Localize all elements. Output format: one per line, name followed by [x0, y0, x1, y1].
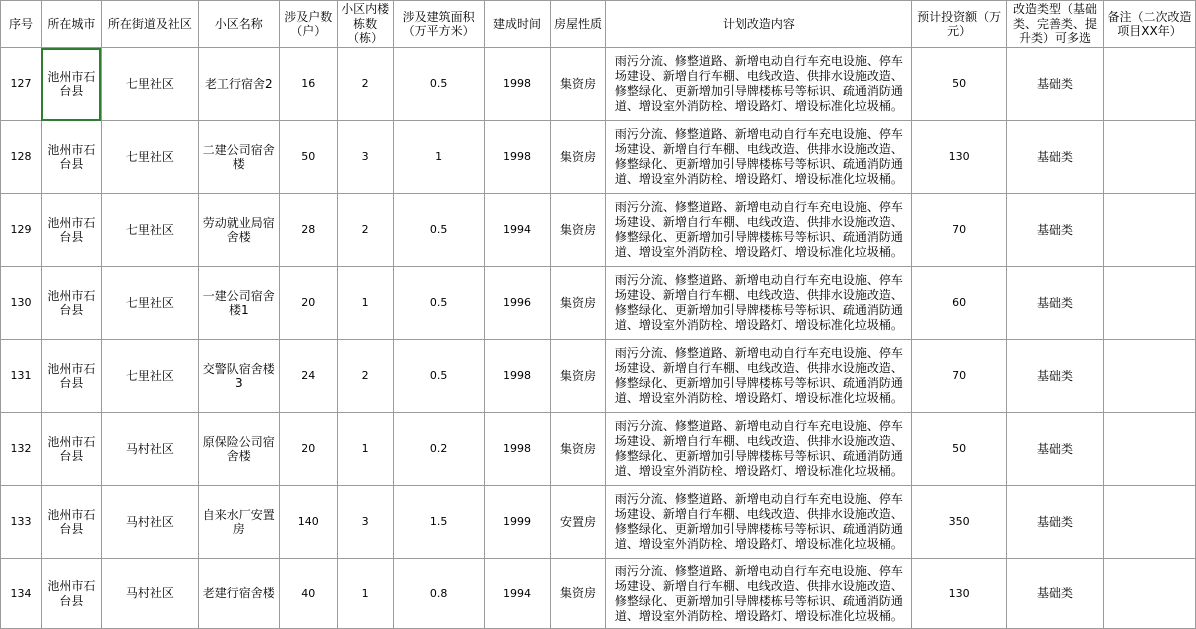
cell-name[interactable]: 二建公司宿舍楼 — [198, 121, 279, 194]
cell-no[interactable]: 134 — [1, 559, 42, 629]
cell-name[interactable]: 老建行宿舍楼 — [198, 559, 279, 629]
cell-area[interactable]: 0.5 — [393, 194, 484, 267]
cell-households[interactable]: 20 — [279, 267, 337, 340]
cell-year[interactable]: 1998 — [484, 413, 550, 486]
header-cell-name[interactable]: 小区名称 — [198, 1, 279, 48]
cell-buildings[interactable]: 3 — [337, 121, 393, 194]
cell-type[interactable]: 基础类 — [1007, 194, 1104, 267]
cell-no[interactable]: 131 — [1, 340, 42, 413]
cell-content[interactable]: 雨污分流、修整道路、新增电动自行车充电设施、停车场建设、新增自行车棚、电线改造、供排水设施改造、修整绿化、更新增加引导牌楼栋号等标识、疏通消防通道、增设室外消防栓、增设路灯、增设标准化垃圾桶。 — [606, 48, 912, 121]
cell-area[interactable]: 0.5 — [393, 267, 484, 340]
cell-area[interactable]: 0.8 — [393, 559, 484, 629]
header-cell-households[interactable]: 涉及户数（户） — [279, 1, 337, 48]
cell-community[interactable]: 马村社区 — [101, 559, 198, 629]
header-cell-year[interactable]: 建成时间 — [484, 1, 550, 48]
cell-remark[interactable] — [1103, 559, 1195, 629]
header-cell-city[interactable]: 所在城市 — [41, 1, 101, 48]
cell-type[interactable]: 基础类 — [1007, 413, 1104, 486]
cell-remark[interactable] — [1103, 194, 1195, 267]
cell-remark[interactable] — [1103, 486, 1195, 559]
cell-nature[interactable]: 集资房 — [550, 340, 606, 413]
cell-area[interactable]: 0.5 — [393, 48, 484, 121]
cell-city[interactable]: 池州市石台县 — [41, 267, 101, 340]
table-row — [1, 340, 1196, 413]
cell-name[interactable]: 自来水厂安置房 — [198, 486, 279, 559]
cell-city[interactable]: 池州市石台县 — [41, 48, 101, 121]
table-row — [1, 486, 1196, 559]
cell-content[interactable]: 雨污分流、修整道路、新增电动自行车充电设施、停车场建设、新增自行车棚、电线改造、供排水设施改造、修整绿化、更新增加引导牌楼栋号等标识、疏通消防通道、增设室外消防栓、增设路灯、增设标准化垃圾桶。 — [606, 486, 912, 559]
cell-buildings[interactable]: 1 — [337, 559, 393, 629]
cell-year[interactable]: 1998 — [484, 340, 550, 413]
table-row — [1, 48, 1196, 121]
cell-investment[interactable]: 130 — [912, 559, 1007, 629]
cell-buildings[interactable]: 1 — [337, 267, 393, 340]
cell-type[interactable]: 基础类 — [1007, 340, 1104, 413]
cell-households[interactable]: 16 — [279, 48, 337, 121]
cell-investment[interactable]: 70 — [912, 340, 1007, 413]
header-cell-remark[interactable]: 备注（二次改造项目XX年） — [1103, 1, 1195, 48]
table-row — [1, 121, 1196, 194]
header-cell-community[interactable]: 所在街道及社区 — [101, 1, 198, 48]
cell-year[interactable]: 1994 — [484, 194, 550, 267]
cell-name[interactable]: 老工行宿舍2 — [198, 48, 279, 121]
cell-buildings[interactable]: 1 — [337, 413, 393, 486]
cell-community[interactable]: 七里社区 — [101, 194, 198, 267]
cell-households[interactable]: 20 — [279, 413, 337, 486]
cell-area[interactable]: 1.5 — [393, 486, 484, 559]
cell-investment[interactable]: 70 — [912, 194, 1007, 267]
cell-nature[interactable]: 集资房 — [550, 267, 606, 340]
cell-year[interactable]: 1998 — [484, 48, 550, 121]
header-cell-investment[interactable]: 预计投资额（万元） — [912, 1, 1007, 48]
cell-community[interactable]: 马村社区 — [101, 413, 198, 486]
cell-buildings[interactable]: 3 — [337, 486, 393, 559]
table-body — [1, 48, 1196, 629]
cell-households[interactable]: 50 — [279, 121, 337, 194]
cell-no[interactable]: 128 — [1, 121, 42, 194]
cell-investment[interactable]: 50 — [912, 413, 1007, 486]
header-cell-no[interactable]: 序号 — [1, 1, 42, 48]
table-row — [1, 194, 1196, 267]
cell-households[interactable]: 40 — [279, 559, 337, 629]
cell-name[interactable]: 原保险公司宿舍楼 — [198, 413, 279, 486]
cell-type[interactable]: 基础类 — [1007, 486, 1104, 559]
cell-content[interactable]: 雨污分流、修整道路、新增电动自行车充电设施、停车场建设、新增自行车棚、电线改造、供排水设施改造、修整绿化、更新增加引导牌楼栋号等标识、疏通消防通道、增设室外消防栓、增设路灯、增设标准化垃圾桶。 — [606, 267, 912, 340]
header-cell-nature[interactable]: 房屋性质 — [550, 1, 606, 48]
cell-investment[interactable]: 130 — [912, 121, 1007, 194]
cell-type[interactable]: 基础类 — [1007, 559, 1104, 629]
cell-nature[interactable]: 集资房 — [550, 48, 606, 121]
cell-name[interactable]: 交警队宿舍楼3 — [198, 340, 279, 413]
cell-content[interactable]: 雨污分流、修整道路、新增电动自行车充电设施、停车场建设、新增自行车棚、电线改造、供排水设施改造、修整绿化、更新增加引导牌楼栋号等标识、疏通消防通道、增设室外消防栓、增设路灯、增设标准化垃圾桶。 — [606, 121, 912, 194]
header-cell-area[interactable]: 涉及建筑面积（万平方米） — [393, 1, 484, 48]
cell-city[interactable]: 池州市石台县 — [41, 194, 101, 267]
cell-community[interactable]: 七里社区 — [101, 340, 198, 413]
header-cell-content[interactable]: 计划改造内容 — [606, 1, 912, 48]
cell-no[interactable]: 130 — [1, 267, 42, 340]
cell-content[interactable]: 雨污分流、修整道路、新增电动自行车充电设施、停车场建设、新增自行车棚、电线改造、供排水设施改造、修整绿化、更新增加引导牌楼栋号等标识、疏通消防通道、增设室外消防栓、增设路灯、增设标准化垃圾桶。 — [606, 340, 912, 413]
cell-type[interactable]: 基础类 — [1007, 48, 1104, 121]
cell-nature[interactable]: 集资房 — [550, 559, 606, 629]
cell-year[interactable]: 1994 — [484, 559, 550, 629]
cell-buildings[interactable]: 2 — [337, 340, 393, 413]
header-cell-buildings[interactable]: 小区内楼栋数（栋） — [337, 1, 393, 48]
cell-community[interactable]: 七里社区 — [101, 267, 198, 340]
cell-city[interactable]: 池州市石台县 — [41, 121, 101, 194]
cell-area[interactable]: 1 — [393, 121, 484, 194]
cell-content[interactable]: 雨污分流、修整道路、新增电动自行车充电设施、停车场建设、新增自行车棚、电线改造、供排水设施改造、修整绿化、更新增加引导牌楼栋号等标识、疏通消防通道、增设室外消防栓、增设路灯、增设标准化垃圾桶。 — [606, 194, 912, 267]
cell-investment[interactable]: 50 — [912, 48, 1007, 121]
cell-name[interactable]: 劳动就业局宿舍楼 — [198, 194, 279, 267]
table-row — [1, 559, 1196, 629]
cell-area[interactable]: 0.2 — [393, 413, 484, 486]
cell-remark[interactable] — [1103, 267, 1195, 340]
cell-name[interactable]: 一建公司宿舍楼1 — [198, 267, 279, 340]
cell-investment[interactable]: 350 — [912, 486, 1007, 559]
cell-city[interactable]: 池州市石台县 — [41, 559, 101, 629]
cell-community[interactable]: 马村社区 — [101, 486, 198, 559]
cell-remark[interactable] — [1103, 121, 1195, 194]
cell-households[interactable]: 28 — [279, 194, 337, 267]
cell-area[interactable]: 0.5 — [393, 340, 484, 413]
cell-nature[interactable]: 集资房 — [550, 121, 606, 194]
cell-buildings[interactable]: 2 — [337, 48, 393, 121]
cell-nature[interactable]: 集资房 — [550, 413, 606, 486]
cell-remark[interactable] — [1103, 413, 1195, 486]
cell-no[interactable]: 127 — [1, 48, 42, 121]
table-row — [1, 413, 1196, 486]
cell-nature[interactable]: 安置房 — [550, 486, 606, 559]
cell-content[interactable]: 雨污分流、修整道路、新增电动自行车充电设施、停车场建设、新增自行车棚、电线改造、供排水设施改造、修整绿化、更新增加引导牌楼栋号等标识、疏通消防通道、增设室外消防栓、增设路灯、增设标准化垃圾桶。 — [606, 413, 912, 486]
cell-no[interactable]: 133 — [1, 486, 42, 559]
cell-households[interactable]: 24 — [279, 340, 337, 413]
cell-households[interactable]: 140 — [279, 486, 337, 559]
table-row — [1, 267, 1196, 340]
cell-remark[interactable] — [1103, 48, 1195, 121]
cell-investment[interactable]: 60 — [912, 267, 1007, 340]
cell-buildings[interactable]: 2 — [337, 194, 393, 267]
cell-city[interactable]: 池州市石台县 — [41, 413, 101, 486]
cell-no[interactable]: 132 — [1, 413, 42, 486]
cell-type[interactable]: 基础类 — [1007, 121, 1104, 194]
cell-community[interactable]: 七里社区 — [101, 48, 198, 121]
cell-type[interactable]: 基础类 — [1007, 267, 1104, 340]
cell-no[interactable]: 129 — [1, 194, 42, 267]
header-cell-type[interactable]: 改造类型（基础类、完善类、提升类）可多选 — [1007, 1, 1104, 48]
cell-year[interactable]: 1998 — [484, 121, 550, 194]
cell-content[interactable]: 雨污分流、修整道路、新增电动自行车充电设施、停车场建设、新增自行车棚、电线改造、供排水设施改造、修整绿化、更新增加引导牌楼栋号等标识、疏通消防通道、增设室外消防栓、增设路灯、增设标准化垃圾桶。 — [606, 559, 912, 629]
cell-remark[interactable] — [1103, 340, 1195, 413]
cell-community[interactable]: 七里社区 — [101, 121, 198, 194]
header-row — [1, 1, 1196, 48]
cell-city[interactable]: 池州市石台县 — [41, 340, 101, 413]
cell-year[interactable]: 1996 — [484, 267, 550, 340]
cell-nature[interactable]: 集资房 — [550, 194, 606, 267]
cell-city[interactable]: 池州市石台县 — [41, 486, 101, 559]
cell-year[interactable]: 1999 — [484, 486, 550, 559]
